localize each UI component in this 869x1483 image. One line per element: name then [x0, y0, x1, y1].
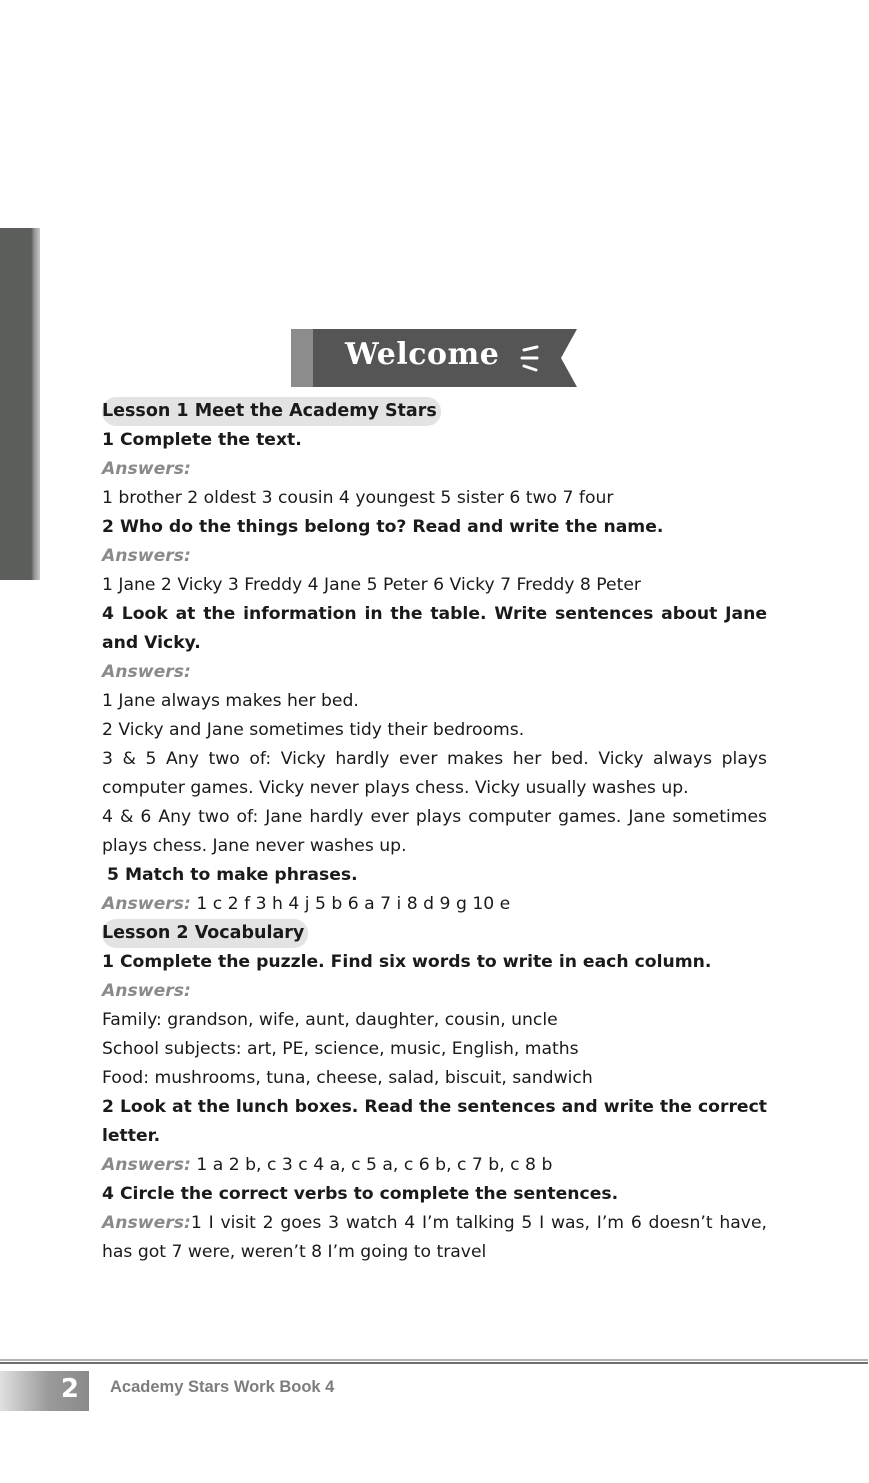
lesson-2-task-2-answer-row: [102, 1151, 767, 1180]
lesson-2-task-2-title: 2 Look at the lunch boxes. Read the sentences and write the correct letter.: [102, 1097, 767, 1146]
answer-line: 1 Jane always makes her bed.: [102, 691, 359, 711]
footer-divider: [0, 1359, 868, 1364]
banner-title: Welcome: [345, 337, 500, 372]
page-number-box: [0, 1371, 89, 1411]
answers-label: Answers:: [102, 894, 191, 914]
lesson-2-heading: Lesson 2 Vocabulary: [102, 919, 308, 948]
answer-line: School subjects: art, PE, science, music, English, maths: [102, 1039, 579, 1059]
answer-line: 4 & 6 Any two of: Jane hardly ever plays computer games. Jane sometimes plays chess. Jane never washes up.: [102, 807, 767, 856]
lesson-1-task-5-title: 5 Match to make phrases.: [107, 865, 358, 885]
answers-label: Answers:: [102, 1213, 191, 1233]
lesson-2-task-1-title: 1 Complete the puzzle. Find six words to write in each column.: [102, 952, 712, 972]
lesson-1-task-2-title: 2 Who do the things belong to? Read and write the name.: [102, 517, 664, 537]
lesson-1-task-5-answer-row: [102, 890, 767, 919]
lesson-1-task-1-answers: 1 brother 2 oldest 3 cousin 4 youngest 5 sister 6 two 7 four: [102, 488, 614, 508]
lesson-2-task-4-title: 4 Circle the correct verbs to complete the sentences.: [102, 1184, 619, 1204]
answer-line: 3 & 5 Any two of: Vicky hardly ever makes her bed. Vicky always plays computer games. Vicky never plays chess. Vicky usually washes up.: [102, 749, 767, 798]
lesson-1-heading: Lesson 1 Meet the Academy Stars: [102, 397, 441, 426]
lesson-2-task-4-answer-row: [102, 1209, 767, 1267]
answers-label: Answers:: [102, 546, 191, 566]
answers-label: Answers:: [102, 459, 191, 479]
answer-line: Family: grandson, wife, aunt, daughter, cousin, uncle: [102, 1010, 558, 1030]
lesson-1-task-4-title: 4 Look at the information in the table. Write sentences about Jane and Vicky.: [102, 604, 767, 653]
lesson-2-task-4-answers: 1 I visit 2 goes 3 watch 4 I’m talking 5 I was, I’m 6 doesn’t have, has got 7 were, weren’t 8 I’m going to travel: [102, 1213, 767, 1262]
lesson-1-task-2-answers: 1 Jane 2 Vicky 3 Freddy 4 Jane 5 Peter 6 Vicky 7 Freddy 8 Peter: [102, 575, 641, 595]
answers-label: Answers:: [102, 1155, 191, 1175]
side-tab-decoration: [0, 228, 40, 580]
lesson-1-task-5-answers: 1 c 2 f 3 h 4 j 5 b 6 a 7 i 8 d 9 g 10 e: [196, 894, 511, 914]
answer-key-content: [102, 397, 767, 1267]
answers-label: Answers:: [102, 981, 191, 1001]
page-number: 2: [60, 1374, 79, 1404]
answers-label: Answers:: [102, 662, 191, 682]
lesson-1-task-1-title: 1 Complete the text.: [102, 430, 302, 450]
answer-line: 2 Vicky and Jane sometimes tidy their bedrooms.: [102, 720, 525, 740]
lesson-2-task-2-answers: 1 a 2 b, c 3 c 4 a, c 5 a, c 6 b, c 7 b, c 8 b: [196, 1155, 553, 1175]
answer-line: Food: mushrooms, tuna, cheese, salad, biscuit, sandwich: [102, 1068, 593, 1088]
welcome-banner: [291, 329, 577, 387]
footer-book-title: Academy Stars Work Book 4: [110, 1378, 335, 1396]
